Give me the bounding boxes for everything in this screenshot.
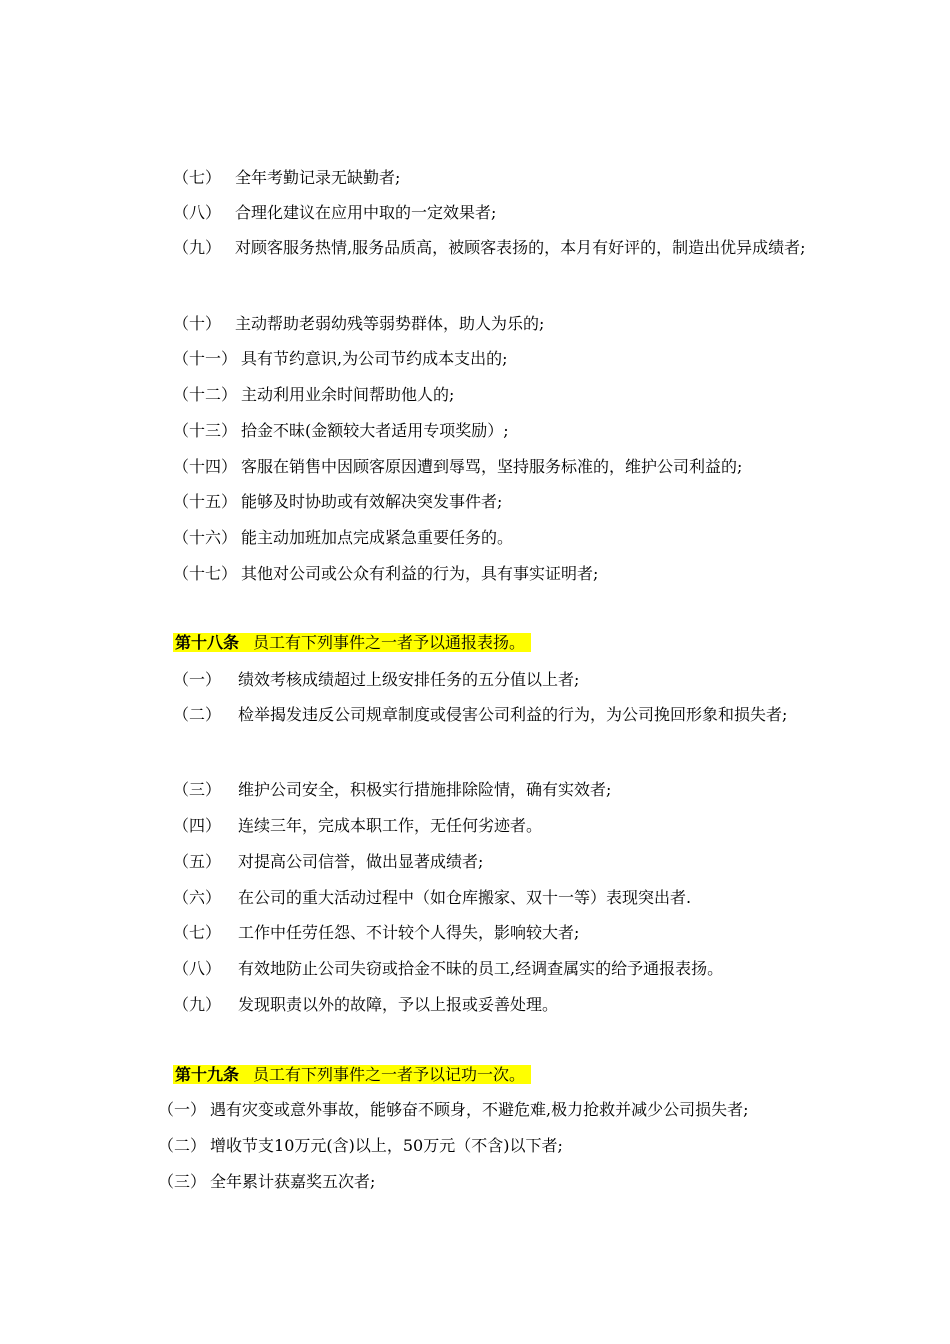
article-label: 第十八条 [175,633,240,652]
list-item [173,667,579,690]
article-title: 员工有下列事件之一者予以通报表扬。 [253,633,526,652]
list-item [173,525,513,548]
list-item [173,229,855,267]
item-text: 对顾客服务热情,服务品质高，被顾客表扬的，本月有好评的，制造出优异成绩者; [235,238,806,257]
item-text: 工作中任劳任怨、不计较个人得失，影响较大者; [238,923,580,942]
item-text: 客服在销售中因顾客原因遭到辱骂，坚持服务标准的，维护公司利益的; [241,457,743,476]
item-number: （一） [173,670,222,689]
item-number: （十七） [173,564,238,583]
item-text: 其他对公司或公众有利益的行为，具有事实证明者; [241,564,599,583]
list-item [173,165,400,188]
list-item [173,696,858,734]
list-item [173,813,542,836]
highlight [173,1065,531,1084]
item-text: 连续三年，完成本职工作，无任何劣迹者。 [238,816,543,835]
item-number: （八） [173,959,222,978]
list-item [173,561,598,584]
list-item [173,382,454,405]
item-number: （一） [158,1100,207,1119]
item-number: （七） [173,168,222,187]
list-item [158,1169,375,1192]
item-text: 全年考勤记录无缺勤者; [235,168,401,187]
list-item [173,489,502,512]
item-text: 主动利用业余时间帮助他人的; [241,385,455,404]
item-number: （五） [173,852,222,871]
list-item [173,454,742,477]
item-number: （十四） [173,457,238,476]
item-text: 能够及时协助或有效解决突发事件者; [241,492,503,511]
item-number: （九） [173,995,222,1014]
list-item [173,956,723,979]
item-text: 具有节约意识,为公司节约成本支出的; [241,349,508,368]
item-number: （十一） [173,349,238,368]
list-item [173,920,579,943]
list-item [173,311,544,334]
item-number: （三） [173,780,222,799]
item-number: （九） [173,238,222,257]
item-number: （十） [173,314,222,333]
item-number: （三） [158,1172,207,1191]
list-item [173,849,483,872]
item-text: 拾金不昧(金额较大者适用专项奖励）; [241,421,509,440]
item-number: （十二） [173,385,238,404]
item-number: （十六） [173,528,238,547]
list-item [173,777,611,800]
list-item [173,992,558,1015]
list-item [158,1133,563,1156]
article-title: 员工有下列事件之一者予以记功一次。 [253,1065,526,1084]
item-text: 维护公司安全，积极实行措施排除险情，确有实效者; [238,780,612,799]
item-text: 合理化建议在应用中取的一定效果者; [235,203,497,222]
item-text: 检举揭发违反公司规章制度或侵害公司利益的行为，为公司挽回形象和损失者; [238,705,788,724]
item-number: （十五） [173,492,238,511]
item-text: 遇有灾变或意外事故，能够奋不顾身，不避危难,极力抢救并减少公司损失者; [210,1100,749,1119]
item-text: 发现职责以外的故障，予以上报或妥善处理。 [238,995,559,1014]
item-text: 增收节支10万元(含)以上，50万元（不含)以下者; [210,1136,563,1155]
list-item [173,885,691,908]
item-text: 有效地防止公司失窃或拾金不昧的员工,经调查属实的给予通报表扬。 [238,959,724,978]
item-text: 对提高公司信誉，做出显著成绩者; [238,852,484,871]
article-18-heading [173,630,531,653]
article-label: 第十九条 [175,1065,240,1084]
list-item [173,200,496,223]
item-number: （十三） [173,421,238,440]
item-number: （二） [173,705,222,724]
list-item [173,346,508,369]
item-number: （六） [173,888,222,907]
highlight [173,633,531,652]
item-number: （二） [158,1136,207,1155]
item-text: 绩效考核成绩超过上级安排任务的五分值以上者; [238,670,580,689]
article-19-heading [173,1062,531,1085]
item-text: 全年累计获嘉奖五次者; [210,1172,376,1191]
list-item [173,418,509,441]
item-number: （八） [173,203,222,222]
item-text: 主动帮助老弱幼残等弱势群体，助人为乐的; [235,314,545,333]
item-number: （四） [173,816,222,835]
item-text: 在公司的重大活动过程中（如仓库搬家、双十一等）表现突出者. [238,888,692,907]
item-number: （七） [173,923,222,942]
item-text: 能主动加班加点完成紧急重要任务的。 [241,528,514,547]
list-item [158,1097,749,1120]
